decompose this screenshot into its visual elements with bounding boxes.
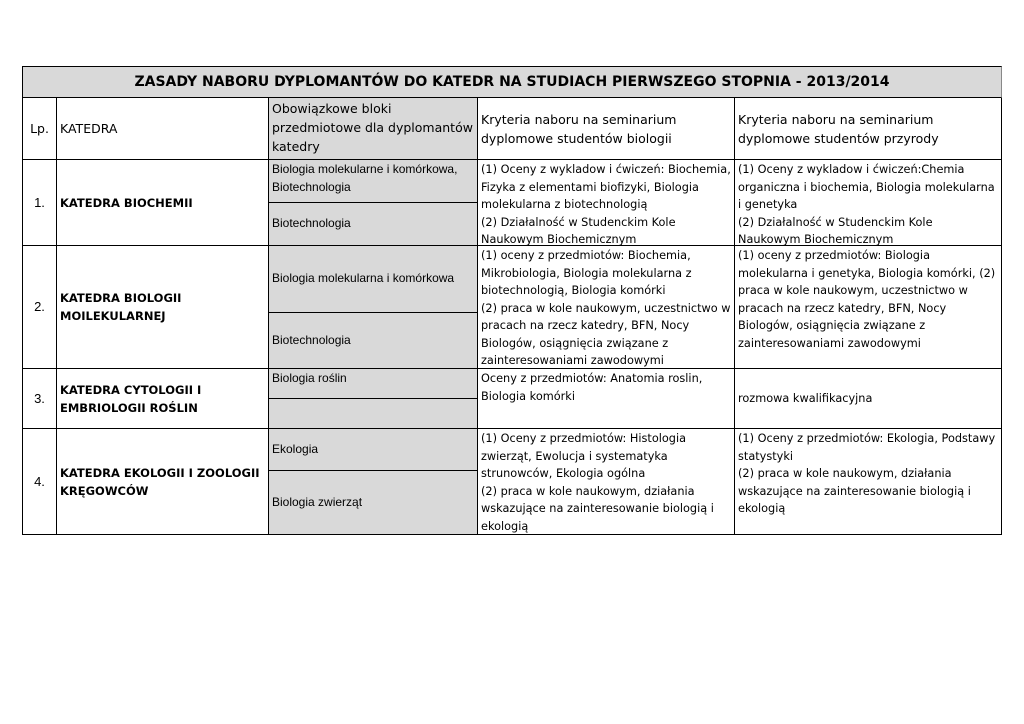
block-item: Ekologia: [272, 441, 319, 456]
row-kryteria-biologia: (1) Oceny z wykladow i ćwiczeń: Biochemia, Fizyka z elementami biofizyki, Biologia molekularna z biotechnologią (2) Działalność w Studenckim Kole Naukowym Biochemicznym: [477, 160, 734, 246]
row-kryteria-biologia: (1) Oceny z przedmiotów: Histologia zwierząt, Ewolucja i systematyka strunowców, Ekologia ogólna (2) praca w kole naukowym, działania wskazujące na zainteresowanie biologią i ekologią: [477, 429, 734, 535]
table-row: [22, 160, 1002, 246]
row-lp: 4.: [22, 429, 56, 535]
row-lp: 2.: [22, 246, 56, 369]
row-lp: 3.: [22, 369, 56, 429]
table-row: [22, 429, 1002, 535]
block-item: Biologia zwierząt: [269, 470, 477, 534]
row-kryteria-przyroda-text: rozmowa kwalifikacyjna: [738, 391, 873, 405]
header-kryteria-biologia: [477, 98, 734, 160]
row-katedra: KATEDRA BIOLOGII MOILEKULARNEJ: [56, 246, 268, 369]
row-kryteria-przyroda: [734, 369, 1002, 429]
row-blocks: [268, 246, 477, 369]
row-kryteria-przyroda: (1) Oceny z wykladow i ćwiczeń:Chemia organiczna i biochemia, Biologia molekularna i genetyka (2) Działalność w Studenckim Kole Naukowym Biochemicznym: [734, 160, 1002, 246]
table-row: [22, 246, 1002, 369]
block-item: Biologia roślin: [272, 371, 347, 385]
row-blocks: [268, 369, 477, 429]
row-katedra: KATEDRA EKOLOGII I ZOOLOGII KRĘGOWCÓW: [56, 429, 268, 535]
header-kryteria-przyroda: [734, 98, 1002, 160]
block-item: Biologia molekularna i komórkowa: [272, 271, 455, 286]
row-lp: 1.: [22, 160, 56, 246]
recruitment-table: [22, 66, 1002, 535]
header-bloki: Obowiązkowe bloki przedmiotowe dla dyplomantów katedry: [268, 98, 477, 160]
row-blocks: [268, 429, 477, 535]
header-kryteria-biologia-text: Kryteria naboru na seminarium dyplomowe studentów biologii: [481, 111, 677, 146]
row-katedra: KATEDRA BIOCHEMII: [56, 160, 268, 246]
block-item: Biotechnologia: [269, 202, 477, 245]
header-lp: Lp.: [22, 98, 56, 160]
row-katedra: KATEDRA CYTOLOGII I EMBRIOLOGII ROŚLIN: [56, 369, 268, 429]
header-kryteria-przyroda-text: Kryteria naboru na seminarium dyplomowe studentów przyrody: [738, 111, 939, 146]
block-item: [269, 398, 477, 428]
block-item: Biologia molekularne i komórkowa, Biotechnologia: [272, 162, 458, 194]
row-kryteria-przyroda: (1) oceny z przedmiotów: Biologia molekularna i genetyka, Biologia komórki, (2) praca w kole naukowym, uczestnictwo w pracach na rzecz katedry, BFN, Nocy Biologów, osiągnięcia związane z zainteresowaniami zawodowymi: [734, 246, 1002, 369]
table-title: ZASADY NABORU DYPLOMANTÓW DO KATEDR NA STUDIACH PIERWSZEGO STOPNIA - 2013/2014: [22, 66, 1002, 98]
table-header-row: [22, 98, 1002, 160]
table-row: [22, 369, 1002, 429]
header-katedra: KATEDRA: [56, 98, 268, 160]
block-item: Biotechnologia: [269, 312, 477, 368]
row-blocks: [268, 160, 477, 246]
row-kryteria-przyroda: (1) Oceny z przedmiotów: Ekologia, Podstawy statystyki (2) praca w kole naukowym, działania wskazujące na zainteresowanie biologią i ekologią: [734, 429, 1002, 535]
row-kryteria-biologia: (1) oceny z przedmiotów: Biochemia, Mikrobiologia, Biologia molekularna z biotechnologią, Biologia komórki (2) praca w kole naukowym, uczestnictwo w pracach na rzecz katedry, BFN, Nocy Biologów, osiągnięcia związane z zainteresowaniami zawodowymi: [477, 246, 734, 369]
row-kryteria-biologia: Oceny z przedmiotów: Anatomia roslin, Biologia komórki: [477, 369, 734, 429]
